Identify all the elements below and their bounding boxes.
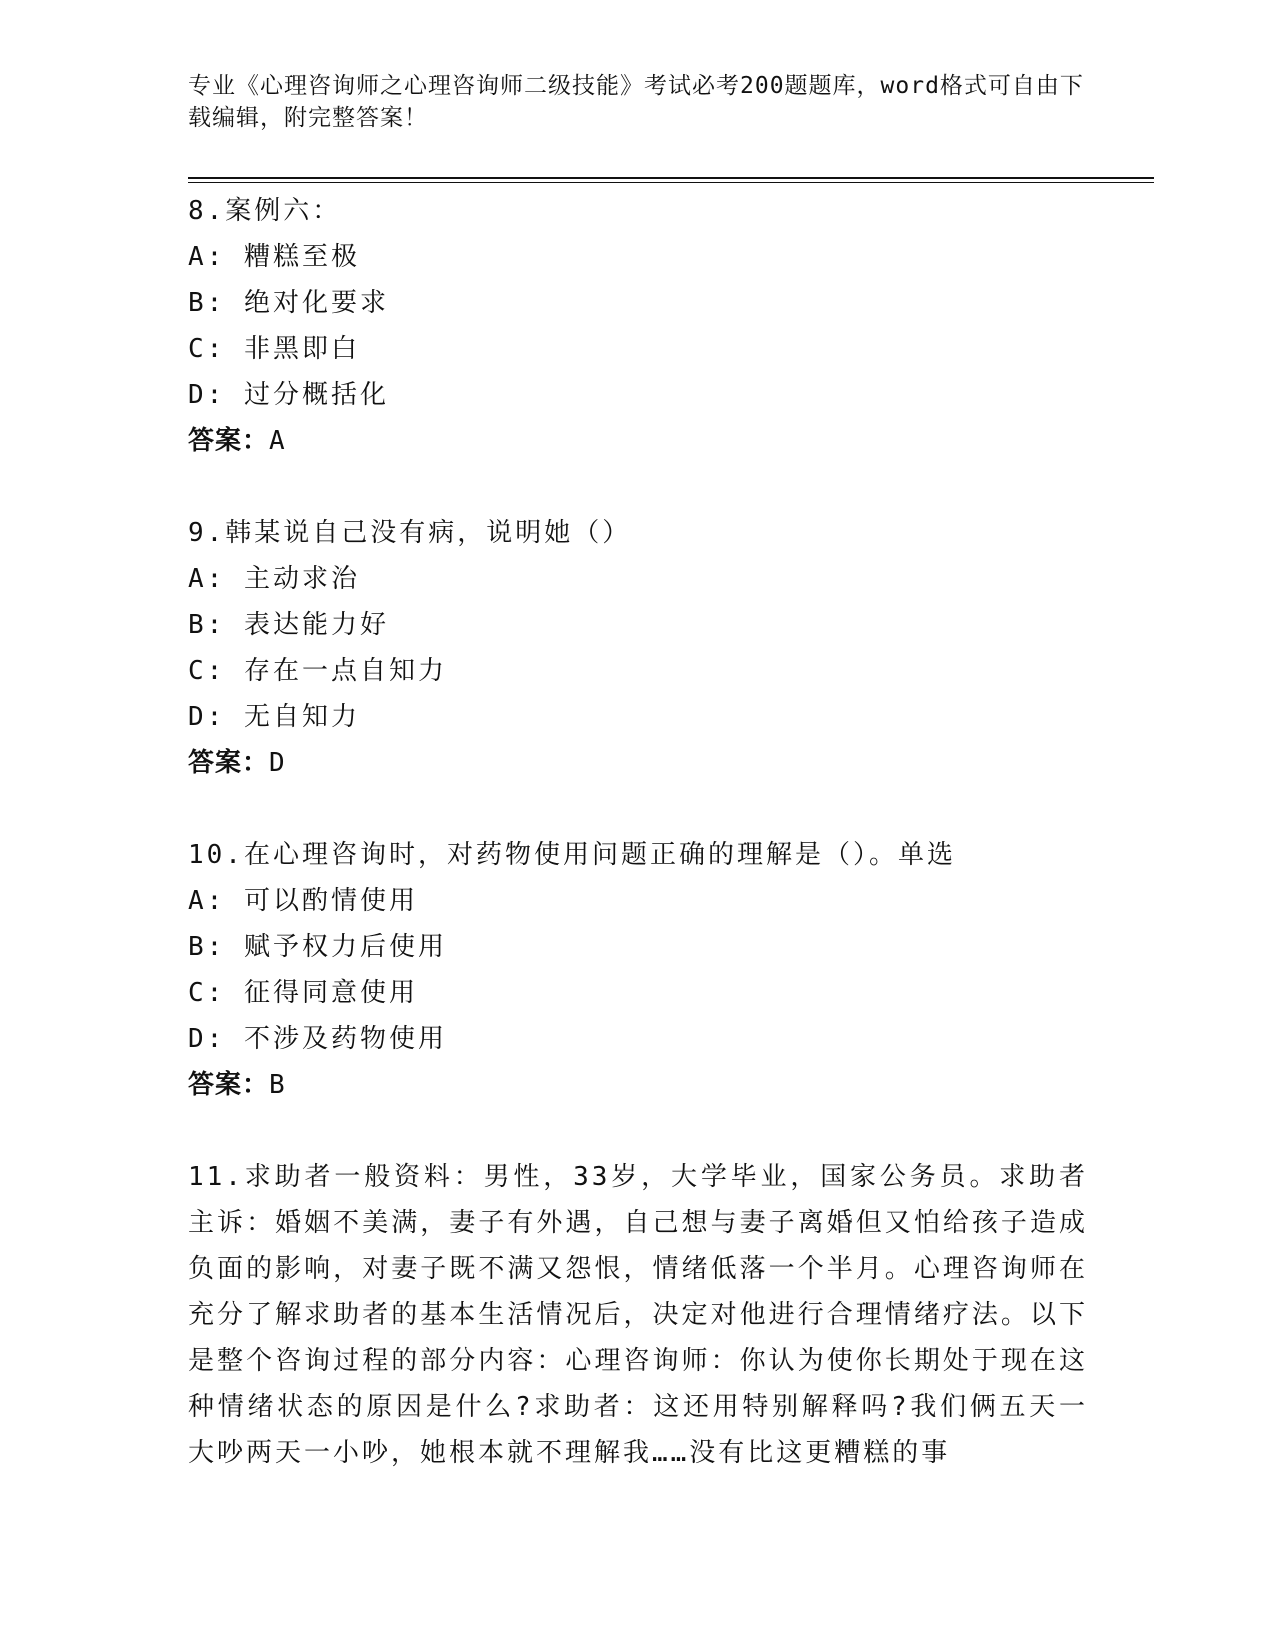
question-stem: 8.案例六：	[188, 196, 342, 226]
option-a: A: 糟糕至极	[188, 242, 360, 272]
question-10	[188, 832, 1088, 1108]
question-list	[188, 188, 1088, 1522]
question-stem: 10.在心理咨询时，对药物使用问题正确的理解是（）。单选	[188, 840, 956, 870]
option-b: B: 表达能力好	[188, 610, 389, 640]
question-8	[188, 188, 1088, 464]
answer-label: 答案：	[188, 1070, 270, 1100]
question-9	[188, 510, 1088, 786]
option-b: B: 绝对化要求	[188, 288, 389, 318]
option-c: C: 征得同意使用	[188, 978, 418, 1008]
option-d: D: 过分概括化	[188, 380, 389, 410]
option-c: C: 存在一点自知力	[188, 656, 447, 686]
option-d: D: 无自知力	[188, 702, 360, 732]
answer	[188, 740, 1088, 786]
answer-label: 答案：	[188, 426, 270, 456]
option-a: A: 主动求治	[188, 564, 360, 594]
option-b: B: 赋予权力后使用	[188, 932, 447, 962]
document-header: 专业《心理咨询师之心理咨询师二级技能》考试必考200题题库，word格式可自由下载编辑，附完整答案！	[188, 73, 1084, 131]
answer	[188, 1062, 1088, 1108]
option-a: A: 可以酌情使用	[188, 886, 418, 916]
question-stem: 11.求助者一般资料：男性，33岁，大学毕业，国家公务员。求助者主诉：婚姻不美满，妻子有外遇，自己想与妻子离婚但又怕给孩子造成负面的影响，对妻子既不满又怨恨，情绪低落一个半月。心理咨询师在充分了解求助者的基本生活情况后，决定对他进行合理情绪疗法。以下是整个咨询过程的部分内容：心理咨询师：你认为使你长期处于现在这种情绪状态的原因是什么?求助者：这还用特别解释吗?我们俩五天一大吵两天一小吵，她根本就不理解我……没有比这更糟糕的事	[188, 1162, 1088, 1468]
question-11	[188, 1154, 1088, 1476]
answer-value: B	[269, 1070, 286, 1100]
option-d: D: 不涉及药物使用	[188, 1024, 447, 1054]
question-stem: 9.韩某说自己没有病，说明她（）	[188, 518, 632, 548]
header-rule-thin	[188, 182, 1154, 183]
option-c: C: 非黑即白	[188, 334, 360, 364]
answer-value: D	[269, 748, 286, 778]
answer-label: 答案：	[188, 748, 270, 778]
answer	[188, 418, 1088, 464]
header-rule-thick	[188, 177, 1154, 179]
answer-value: A	[269, 426, 286, 456]
